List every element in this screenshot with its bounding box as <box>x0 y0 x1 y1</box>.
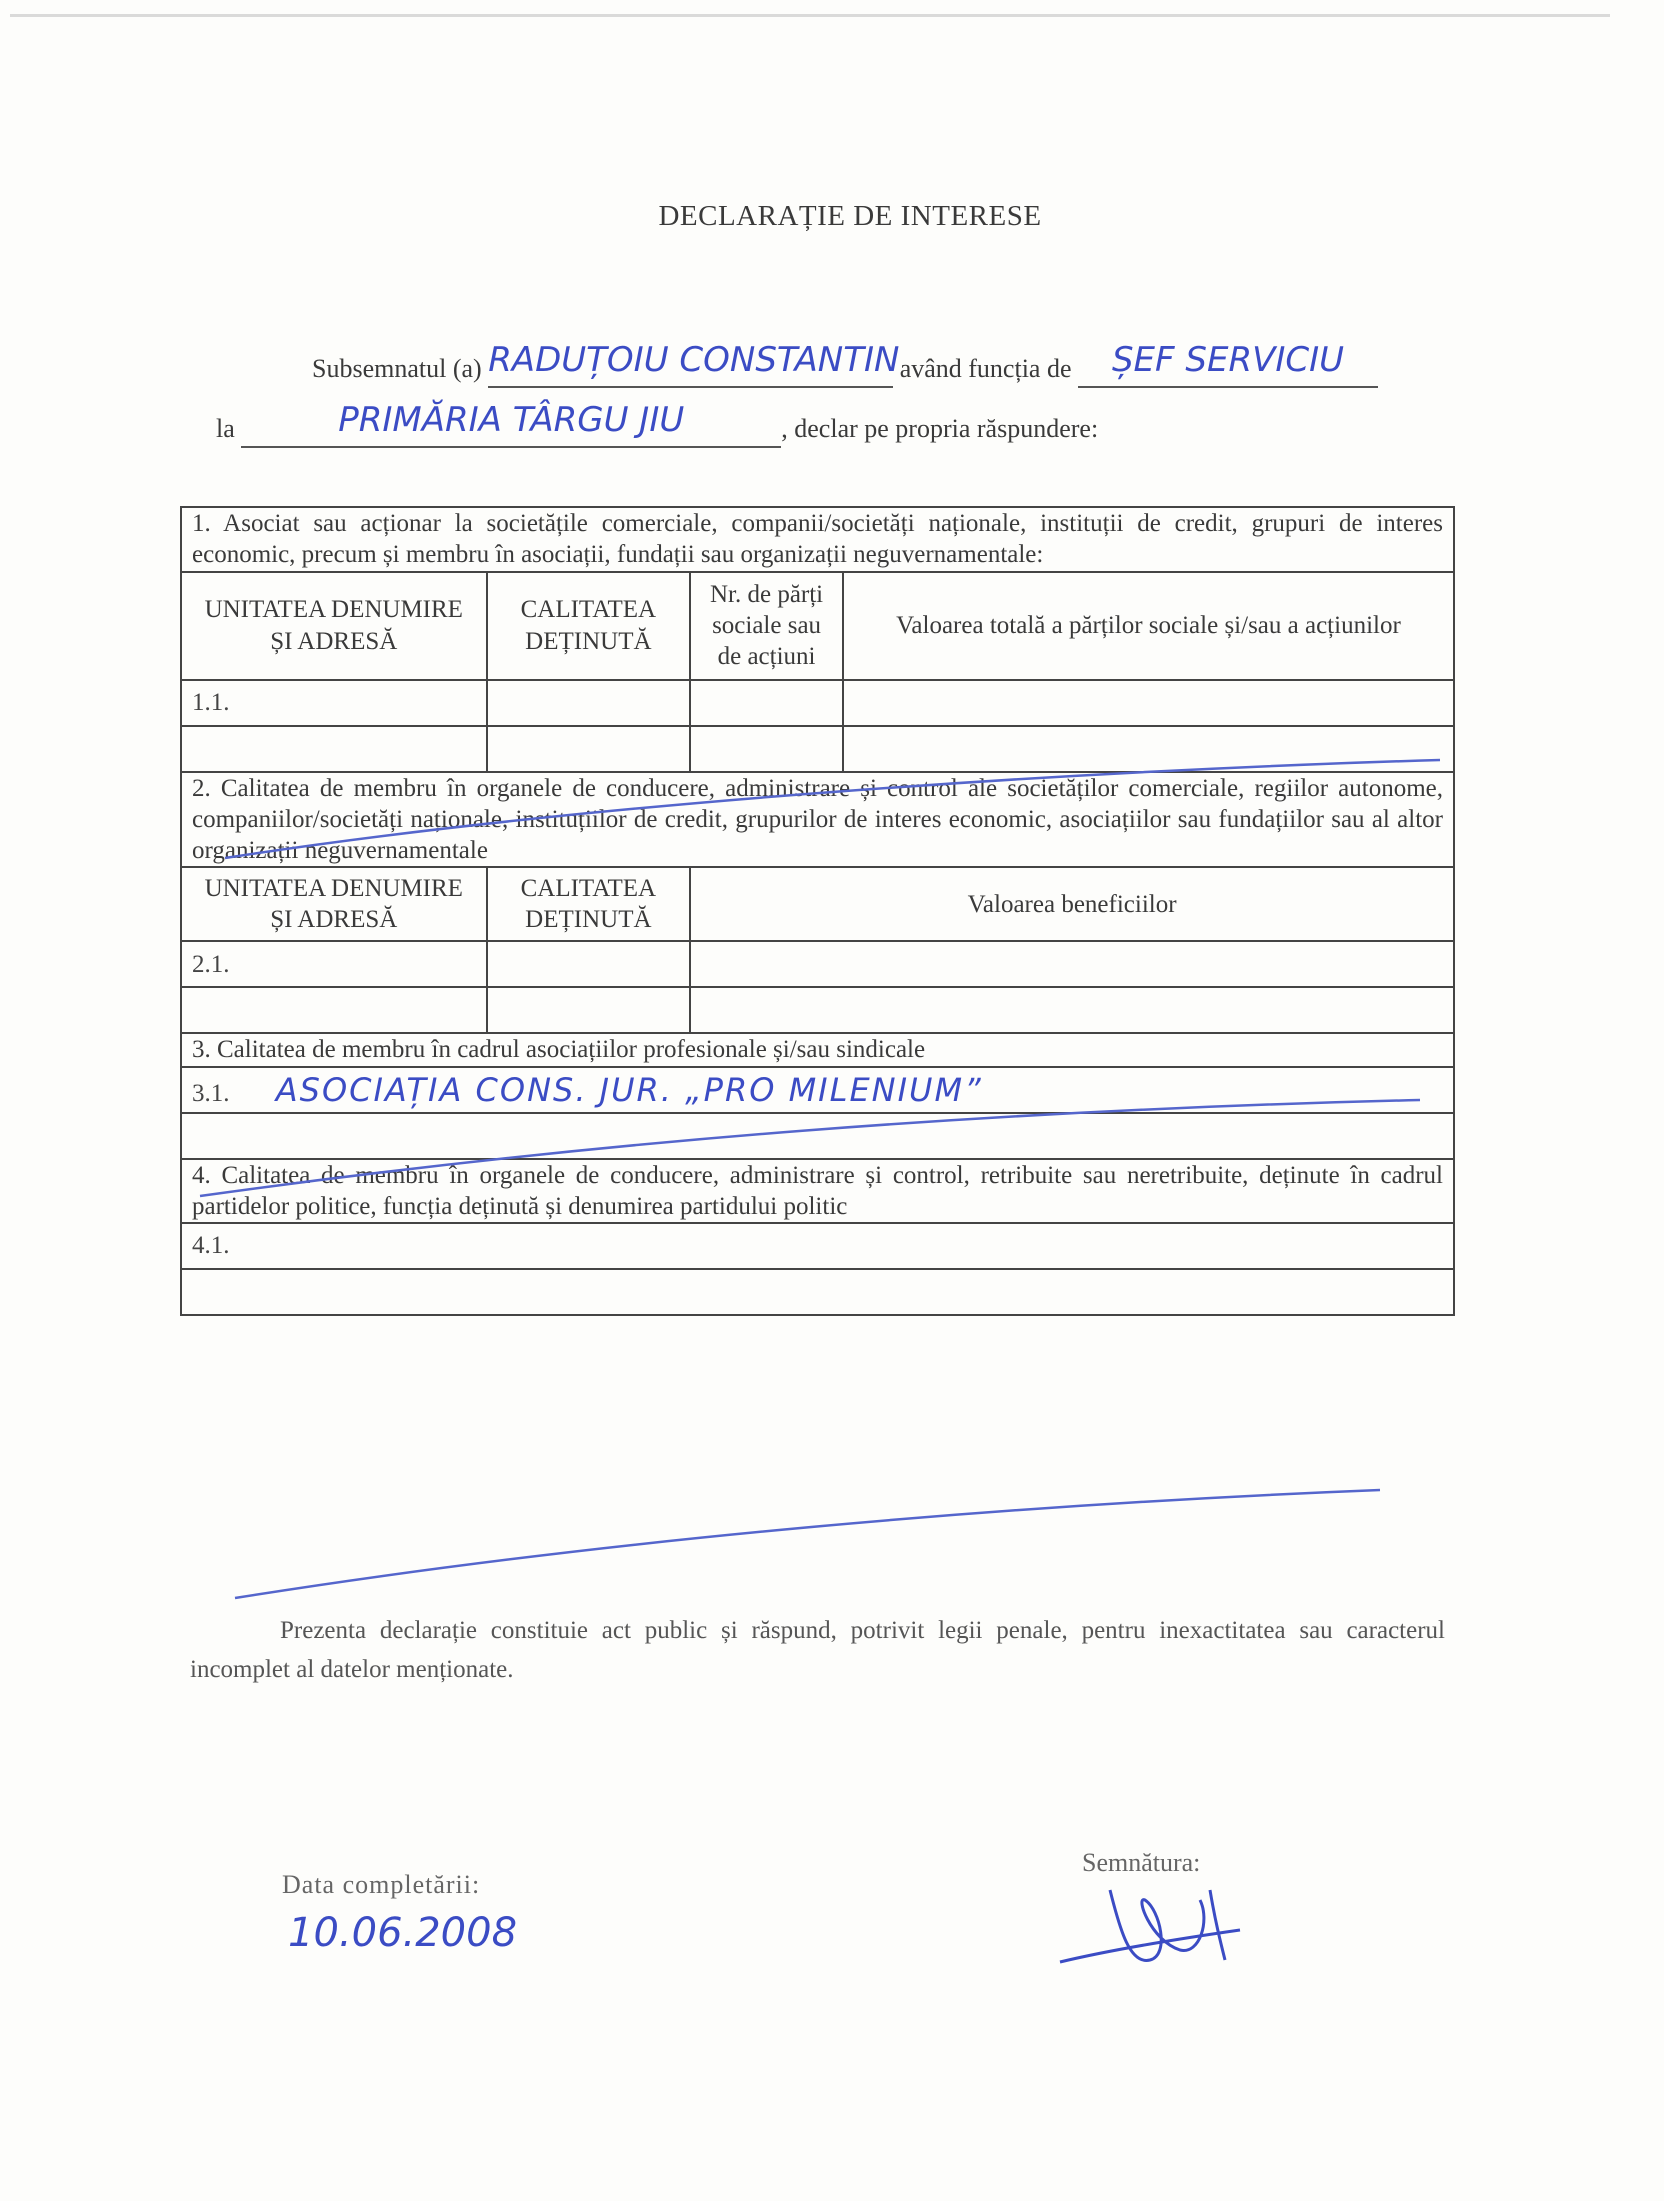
section-4-heading: 4. Calitatea de membru în organele de conducere, administrare și control, retribuite sau neretribuite, deținute în cadrul partidelor politice, funcția deținută și denumirea partidului politic <box>181 1159 1454 1224</box>
section-1-heading: 1. Asociat sau acționar la societățile comerciale, companii/societăți naționale, instituții de credit, grupuri de interes economic, precum și membru în asociații, fundații sau organizații neguvernamentale: <box>181 507 1454 572</box>
la-label: la <box>216 414 235 443</box>
section-4-heading-row <box>181 1159 1454 1224</box>
functia-label: având funcția de <box>899 354 1072 383</box>
section-1-col-calitatea: CALITATEA DEȚINUTĂ <box>487 572 691 680</box>
section-4-row-label: 4.1. <box>192 1232 230 1260</box>
section-3-heading: 3. Calitatea de membru în cadrul asociațiilor profesionale și/sau sindicale <box>181 1033 1454 1066</box>
section-1-row-label: 1.1. <box>192 688 230 716</box>
interests-table <box>180 506 1455 1596</box>
section-2-header-row <box>181 867 1454 941</box>
table-row <box>181 941 1454 987</box>
section-3-entry-handwritten: ASOCIAȚIA CONS. JUR. „PRO MILENIUM” <box>275 1070 983 1109</box>
intro-line-2 <box>216 400 1099 448</box>
section-1-col-unitatea: UNITATEA DENUMIRE ȘI ADRESĂ <box>181 572 487 680</box>
table-row <box>181 1269 1454 1315</box>
scan-edge-line <box>10 14 1610 17</box>
declar-label: , declar pe propria răspundere: <box>781 414 1099 443</box>
table-row <box>181 726 1454 772</box>
section-1-col-valoarea: Valoarea totală a părților sociale și/sau a acțiunilor <box>843 572 1454 680</box>
section-2-col-valoarea: Valoarea beneficiilor <box>690 867 1454 941</box>
section-2-row-label: 2.1. <box>192 950 230 978</box>
section-2-col-calitatea: CALITATEA DEȚINUTĂ <box>487 867 691 941</box>
section-2-heading-row <box>181 772 1454 868</box>
section-3-heading-row <box>181 1033 1454 1066</box>
institutie-field <box>241 400 781 448</box>
declaration-statement: Prezenta declarație constituie act public și răspund, potrivit legii penale, pentru inexactitatea sau caracterul incomplet al datelor menționate. <box>190 1617 1445 1683</box>
table-row <box>181 680 1454 726</box>
section-2-heading: 2. Calitatea de membru în organele de conducere, administrare și control ale societăților comerciale, regiilor autonome, companiilor/societăți naționale, instituțiilor de credit, grupurilor de interes economic, asociațiilor sau fundațiilor sau al altor organizații neguvernamentale <box>181 772 1454 868</box>
intro-line-1 <box>312 340 1378 388</box>
table-row <box>181 987 1454 1033</box>
section-3-row-label: 3.1. <box>192 1079 230 1107</box>
signature-label: Semnătura: <box>1082 1848 1201 1877</box>
functia-field <box>1078 340 1378 388</box>
institutie-handwritten: PRIMĂRIA TÂRGU JIU <box>338 400 685 440</box>
signature-mark <box>1050 1870 1250 1980</box>
table-row <box>181 1067 1454 1113</box>
subsemnatul-label: Subsemnatul (a) <box>312 354 482 383</box>
table-row <box>181 1223 1454 1269</box>
section-1-heading-row <box>181 507 1454 572</box>
date-label: Data completării: <box>282 1870 481 1899</box>
functia-handwritten: ȘEF SERVICIU <box>1111 340 1345 380</box>
document-title: DECLARAȚIE DE INTERESE <box>658 200 1042 232</box>
name-field <box>488 340 900 388</box>
table-row <box>181 1113 1454 1159</box>
section-2-col-unitatea: UNITATEA DENUMIRE ȘI ADRESĂ <box>181 867 487 941</box>
section-1-header-row <box>181 572 1454 680</box>
date-handwritten: 10.06.2008 <box>288 1910 518 1956</box>
name-handwritten: RADUȚOIU CONSTANTIN <box>488 340 900 380</box>
section-1-col-nr-parti: Nr. de părți sociale sau de acțiuni <box>690 572 843 680</box>
